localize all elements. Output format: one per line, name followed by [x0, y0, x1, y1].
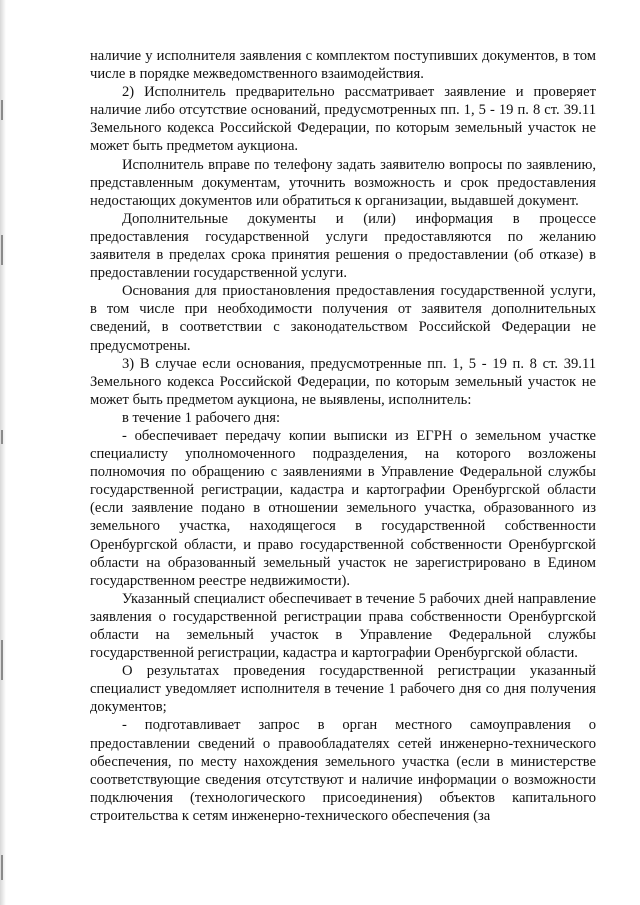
paragraph: Дополнительные документы и (или) информация в процессе предоставления государственной услуги предоставляются по желанию заявителя в пределах срока принятия решения о предоставлении (об отказе) в предоставлении государственной услуги.: [90, 210, 596, 282]
paragraph: Указанный специалист обеспечивает в течение 5 рабочих дней направление заявления о государственной регистрации права собственности Оренбургской области на земельный участок в Управление Федеральной службы государственной регистрации, кадастра и картографии Оренбургской области.: [90, 590, 596, 662]
scan-page-edge: [0, 0, 6, 905]
paragraph: 2) Исполнитель предварительно рассматривает заявление и проверяет наличие либо отсутствие оснований, предусмотренных пп. 1, 5 - 19 п. 8 ст. 39.11 Земельного кодекса Российской Федерации, по которым земельный участок не может быть предметом аукциона.: [90, 84, 596, 155]
paragraph: - обеспечивает передачу копии выписки из ЕГРН о земельном участке специалисту уполномоченного подразделения, на которого возложены полномочия по обращению с заявлениями в Управление Федеральной службы государственной регистрации, кадастра и картографии Оренбургской области (если заявление подано в отношении земельного участка, образованного из земельного участка, находящегося в государственной собственности Оренбургской области, и право государственной собственности Оренбургской области на образованный земельный участок не зарегистрировано в Едином государственном реестре недвижимости).: [90, 427, 596, 589]
paragraph: 3) В случае если основания, предусмотренные пп. 1, 5 - 19 п. 8 ст. 39.11 Земельного кодекса Российской Федерации, по которым земельный участок не может быть предметом аукциона, не выявлены, исполнитель:: [90, 355, 596, 408]
paragraph: - подготавливает запрос в орган местного самоуправления о предоставлении сведений о правообладателях сетей инженерно-технического обеспечения, по месту нахождения земельного участка (если в министерстве соответствующие сведения отсутствуют и наличие информации о возможности подключения (технологического присоединения) объектов капитального строительства к сетям инженерно-технического обеспечения (за: [90, 717, 596, 824]
paragraph: Исполнитель вправе по телефону задать заявителю вопросы по заявлению, представленным документам, уточнить возможность и срок предоставления недостающих документов или обратиться к организации, выдавшей документ.: [90, 156, 596, 209]
paragraph: О результатах проведения государственной регистрации указанный специалист уведомляет исполнителя в течение 1 рабочего дня со дня получения документов;: [90, 663, 596, 716]
paragraph: в течение 1 рабочего дня:: [122, 409, 281, 426]
paragraph: наличие у исполнителя заявления с комплектом поступивших документов, в том числе в порядке межведомственного взаимодействия.: [90, 48, 596, 83]
document-body: [90, 47, 596, 825]
paragraph: Основания для приостановления предоставления государственной услуги, в том числе при необходимости получения от заявителя дополнительных сведений, в соответствии с законодательством Российской Федерации не предусмотрены.: [90, 283, 596, 354]
